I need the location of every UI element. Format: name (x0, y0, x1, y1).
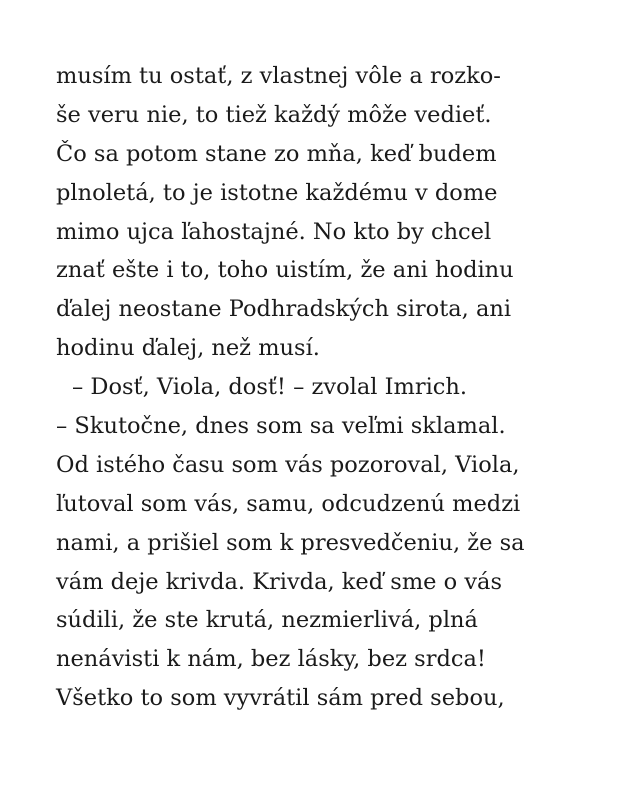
text-line: znať ešte i to, toho uistím, že ani hodinu (56, 257, 514, 284)
text-line: mimo ujca ľahostajné. No kto by chcel (56, 218, 492, 245)
text-line: musím tu ostať, z vlastnej vôle a rozko- (56, 63, 501, 89)
text-line: ľutoval som vás, samu, odcudzenú medzi (56, 490, 521, 517)
text-line: hodinu ďalej, než musí. (56, 335, 320, 362)
body-text (56, 57, 616, 718)
text-line: nenávisti k nám, bez lásky, bez srdca! (56, 646, 486, 673)
text-line: vám deje krivda. Krivda, keď sme o vás (56, 568, 503, 595)
text-line: plnoletá, to je istotne každému v dome (56, 179, 498, 206)
text-line: Všetko to som vyvrátil sám pred sebou, (56, 685, 505, 712)
text-line: še veru nie, to tiež každý môže vedieť. (56, 101, 492, 128)
text-line: nami, a prišiel som k presvedčeniu, že sa (56, 529, 525, 556)
text-line: Od istého času som vás pozoroval, Viola, (56, 451, 520, 478)
text-line: ďalej neostane Podhradských sirota, ani (56, 296, 512, 323)
text-line: súdili, že ste krutá, nezmierlivá, plná (56, 607, 478, 634)
dialogue-line: – Dosť, Viola, dosť! – zvolal Imrich. (72, 374, 468, 401)
text-line: Čo sa potom stane zo mňa, keď budem (56, 140, 497, 167)
dialogue-line: – Skutočne, dnes som sa veľmi sklamal. (56, 413, 506, 440)
